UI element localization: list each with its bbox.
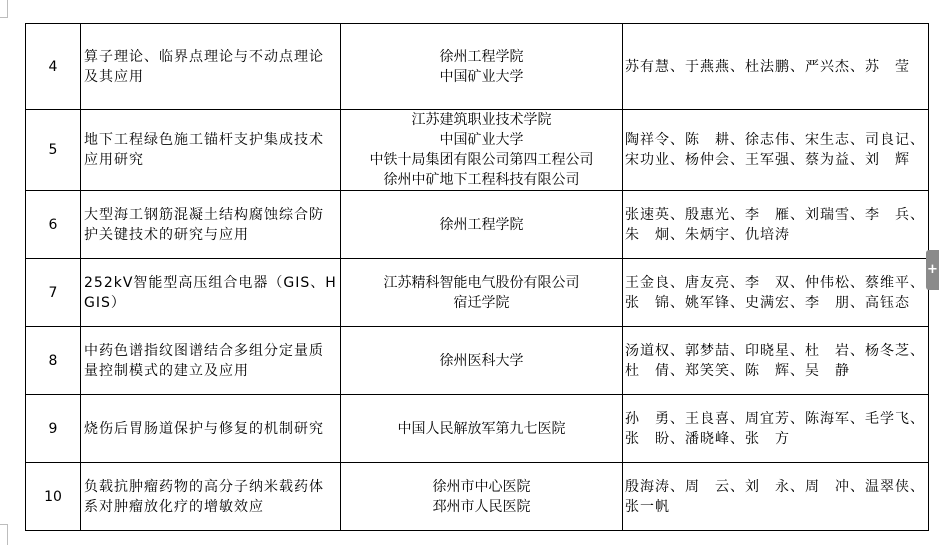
row-number: 10	[26, 463, 81, 531]
project-title: 中药色谱指纹图谱结合多组分定量质量控制模式的建立及应用	[81, 327, 341, 395]
table-row	[26, 24, 929, 110]
completing-people: 汤道权、郭梦喆、印晓星、杜 岩、杨冬芝、杜 倩、郑笑笑、陈 辉、吴 静	[623, 327, 929, 395]
completing-units	[341, 259, 623, 327]
row-number: 9	[26, 395, 81, 463]
row-number: 5	[26, 110, 81, 191]
completing-units	[341, 463, 623, 531]
completing-people: 孙 勇、王良喜、周宜芳、陈海军、毛学飞、张 盼、潘晓峰、张 方	[623, 395, 929, 463]
project-title: 252kV智能型高压组合电器（GIS、HGIS）	[81, 259, 341, 327]
unit-name: 江苏建筑职业技术学院	[411, 112, 552, 128]
table-row	[26, 191, 929, 259]
awards-table	[25, 23, 929, 531]
completing-people: 张速英、殷惠光、李 雁、刘瑞雪、李 兵、朱 炯、朱炳宇、仇培涛	[623, 191, 929, 259]
row-number: 4	[26, 24, 81, 110]
project-title: 地下工程绿色施工锚杆支护集成技术应用研究	[81, 110, 341, 191]
completing-units	[341, 110, 623, 191]
unit-name: 宿迁学院	[453, 294, 510, 311]
completing-people: 陶祥令、陈 耕、徐志伟、宋生志、司良记、宋功业、杨仲会、王军强、蔡为益、刘 辉	[623, 110, 929, 191]
unit-name: 徐州工程学院	[439, 48, 524, 65]
completing-units	[341, 24, 623, 110]
completing-units	[341, 395, 623, 463]
completing-people: 王金良、唐友亮、李 双、仲伟松、蔡维平、张 锦、姚军锋、史满宏、李 朋、高钰态	[623, 259, 929, 327]
table-row	[26, 395, 929, 463]
unit-name: 徐州医科大学	[439, 352, 524, 369]
unit-name: 中铁十局集团有限公司第四工程公司	[369, 152, 594, 168]
completing-units	[341, 327, 623, 395]
project-title: 大型海工钢筋混凝土结构腐蚀综合防护关键技术的研究与应用	[81, 191, 341, 259]
awards-table-body	[26, 24, 929, 531]
unit-name: 中国矿业大学	[439, 132, 524, 148]
unit-name: 邳州市人民医院	[432, 498, 531, 515]
unit-name: 徐州工程学院	[439, 216, 524, 233]
completing-people: 殷海涛、周 云、刘 永、周 冲、温翠侠、张一帆	[623, 463, 929, 531]
completing-people: 苏有慧、于燕燕、杜法鹏、严兴杰、苏 莹	[623, 24, 929, 110]
row-number: 7	[26, 259, 81, 327]
unit-name: 江苏精科智能电气股份有限公司	[383, 274, 580, 291]
table-row	[26, 259, 929, 327]
expand-side-tab[interactable]	[926, 250, 939, 290]
unit-name: 徐州市中心医院	[432, 478, 531, 495]
margin-guide-bottom-vertical	[7, 524, 8, 545]
table-row	[26, 463, 929, 531]
project-title: 烧伤后胃肠道保护与修复的机制研究	[81, 395, 341, 463]
project-title: 负载抗肿瘤药物的高分子纳米载药体系对肿瘤放化疗的增敏效应	[81, 463, 341, 531]
unit-name: 中国矿业大学	[439, 68, 524, 85]
project-title: 算子理论、临界点理论与不动点理论及其应用	[81, 24, 341, 110]
table-row	[26, 110, 929, 191]
margin-guide-top-vertical	[7, 0, 8, 18]
unit-name: 中国人民解放军第九七医院	[397, 420, 566, 437]
completing-units	[341, 191, 623, 259]
row-number: 6	[26, 191, 81, 259]
margin-guide-top-horizontal	[0, 17, 8, 18]
margin-guide-bottom-horizontal	[0, 524, 8, 525]
row-number: 8	[26, 327, 81, 395]
table-row	[26, 327, 929, 395]
unit-name: 徐州中矿地下工程科技有限公司	[383, 172, 580, 188]
plus-icon: +	[927, 262, 938, 277]
